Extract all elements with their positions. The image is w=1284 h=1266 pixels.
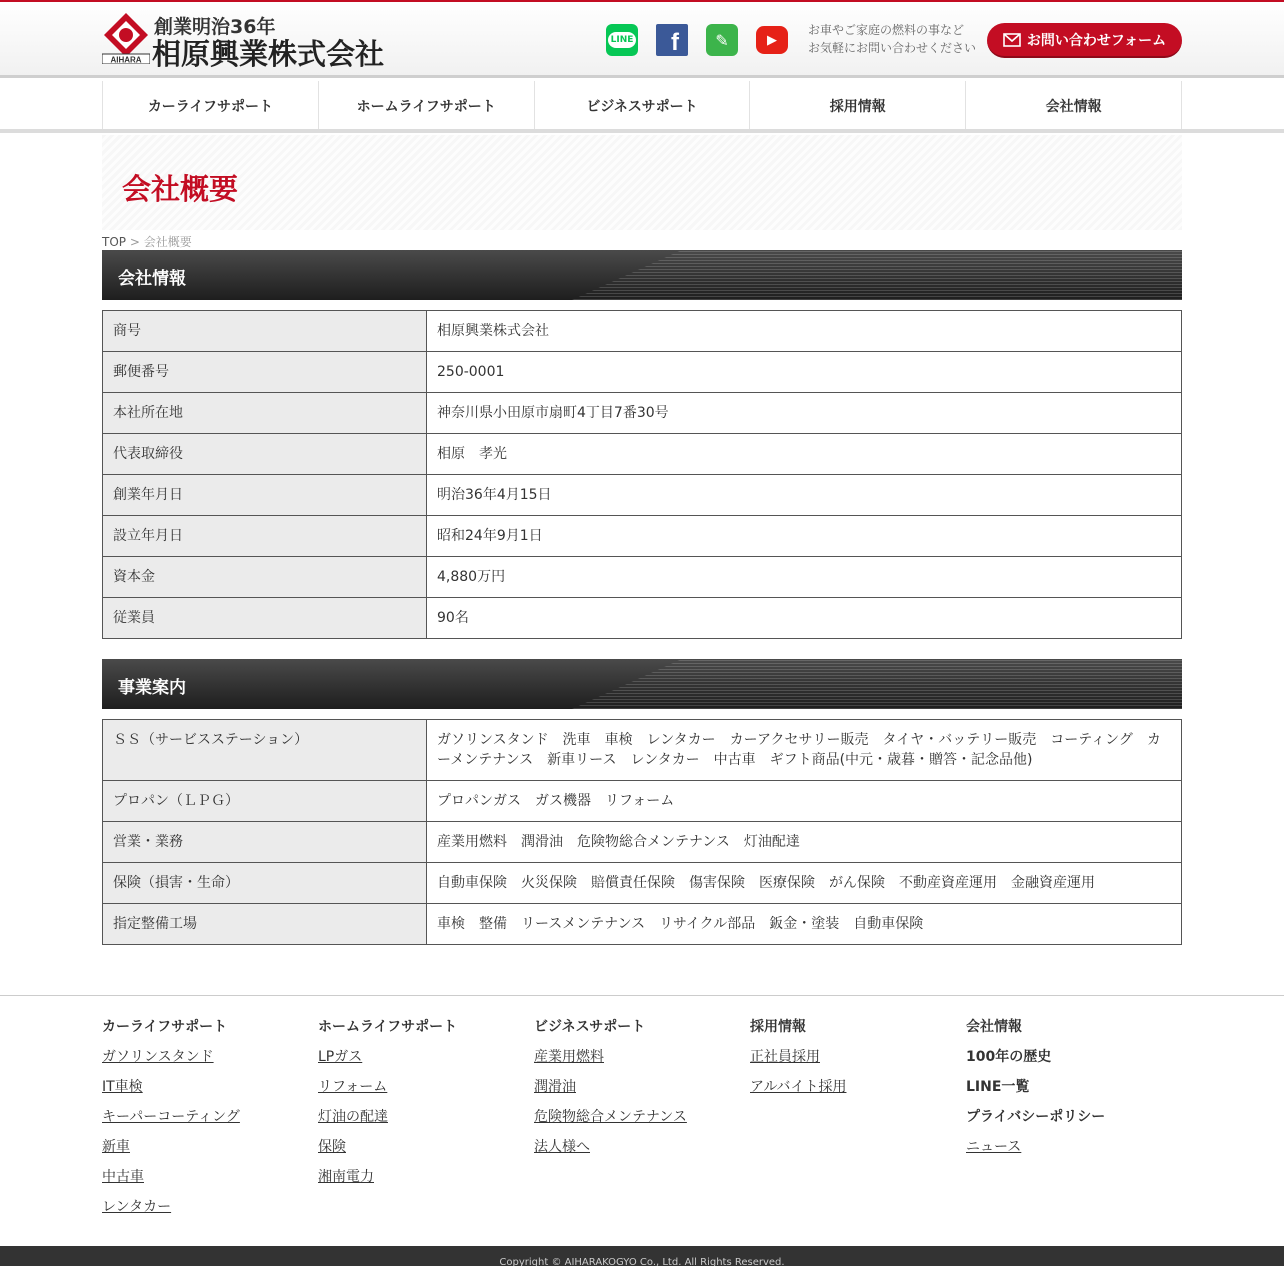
row-label: プロパン（ＬＰＧ） (103, 781, 427, 822)
footer-link-bold[interactable]: LINE一覧 (966, 1079, 1030, 1095)
nav-item-company[interactable]: 会社情報 (966, 81, 1182, 130)
footer-col-recruit (750, 1017, 966, 1107)
facebook-link[interactable] (656, 24, 688, 56)
facebook-icon: f (671, 29, 679, 56)
footer-link[interactable]: 危険物総合メンテナンス (534, 1109, 687, 1125)
row-value: 昭和24年9月1日 (427, 516, 1182, 557)
company-info-heading (102, 250, 1182, 300)
table-row (103, 352, 1182, 393)
footer-col-company (966, 1017, 1182, 1167)
row-value: 神奈川県小田原市扇町4丁目7番30号 (427, 393, 1182, 434)
row-label: 代表取締役 (103, 434, 427, 475)
footer-link[interactable]: IT車検 (102, 1079, 143, 1095)
heading-stripes (572, 250, 1182, 300)
row-value: 明治36年4月15日 (427, 475, 1182, 516)
footer-link[interactable]: ニュース (966, 1139, 1022, 1155)
footer-heading[interactable]: 会社情報 (966, 1019, 1022, 1035)
company-info-table (102, 310, 1182, 639)
footer-link[interactable]: 中古車 (102, 1169, 144, 1185)
page-title: 会社概要 (122, 172, 239, 206)
breadcrumb-current: 会社概要 (143, 235, 192, 249)
footer-link[interactable]: キーパーコーティング (102, 1109, 240, 1125)
site-logo[interactable] (102, 12, 412, 71)
footer-heading[interactable]: ビジネスサポート (534, 1019, 646, 1035)
row-value: プロパンガス ガス機器 リフォーム (427, 781, 1182, 822)
row-label: 保険（損害・生命） (103, 863, 427, 904)
footer-link[interactable]: 正社員採用 (750, 1049, 820, 1065)
footer-link[interactable]: 法人様へ (534, 1139, 590, 1155)
table-row (103, 516, 1182, 557)
table-row (103, 393, 1182, 434)
footer-link-bold[interactable]: 100年の歴史 (966, 1049, 1052, 1065)
table-row (103, 863, 1182, 904)
logo-mark-icon (102, 12, 150, 64)
breadcrumb-separator: > (126, 235, 144, 249)
row-label: 従業員 (103, 598, 427, 639)
footer-link[interactable]: 灯油の配達 (318, 1109, 388, 1125)
row-value: ガソリンスタンド 洗車 車検 レンタカー カーアクセサリー販売 タイヤ・バッテリー販売 コーティング カーメンテナンス 新車リース レンタカー 中古車 ギフト商品(中元・歳暮・贈答・記念品他) (427, 720, 1182, 781)
row-label: 指定整備工場 (103, 904, 427, 945)
chat-link[interactable] (706, 24, 738, 56)
company-info-heading-label: 会社情報 (118, 269, 186, 289)
logo-tagline: 創業明治36年 (154, 16, 276, 38)
footer-link[interactable]: アルバイト採用 (750, 1079, 847, 1095)
footer-col-home-life (318, 1017, 534, 1197)
footer-col-business (534, 1017, 750, 1167)
table-row (103, 557, 1182, 598)
table-row (103, 822, 1182, 863)
nav-item-business[interactable]: ビジネスサポート (535, 81, 751, 130)
global-nav (102, 81, 1182, 130)
copyright-text: Copyright © AIHARAKOGYO Co., Ltd. All Rights Reserved. (499, 1257, 785, 1266)
row-label: 資本金 (103, 557, 427, 598)
business-heading (102, 659, 1182, 709)
footer-link[interactable]: 湘南電力 (318, 1169, 374, 1185)
footer-link-bold[interactable]: プライバシーポリシー (966, 1109, 1106, 1125)
logo-company-name: 相原興業株式会社 (152, 37, 385, 71)
table-row (103, 434, 1182, 475)
chat-icon: ✎ (715, 30, 729, 50)
footer-link[interactable]: 産業用燃料 (534, 1049, 604, 1065)
copyright-bar (0, 1246, 1284, 1266)
table-row (103, 598, 1182, 639)
logo-mark-text: AIHARA (110, 55, 142, 64)
table-row (103, 781, 1182, 822)
row-label: 創業年月日 (103, 475, 427, 516)
footer-heading[interactable]: ホームライフサポート (318, 1019, 458, 1035)
footer-link[interactable]: 保険 (318, 1139, 346, 1155)
contact-note (808, 21, 980, 57)
row-value: 250-0001 (427, 352, 1182, 393)
business-heading-label: 事業案内 (118, 678, 186, 698)
row-value: 4,880万円 (427, 557, 1182, 598)
footer-link[interactable]: 新車 (102, 1139, 130, 1155)
row-value: 相原 孝光 (427, 434, 1182, 475)
footer-link[interactable]: 潤滑油 (534, 1079, 576, 1095)
footer-link[interactable]: ガソリンスタンド (102, 1049, 214, 1065)
row-label: 郵便番号 (103, 352, 427, 393)
footer-link[interactable]: LPガス (318, 1049, 363, 1065)
contact-note-line-2: お気軽にお問い合わせください (808, 41, 977, 55)
row-value: 車検 整備 リースメンテナンス リサイクル部品 鈑金・塗装 自動車保険 (427, 904, 1182, 945)
nav-item-home-life[interactable]: ホームライフサポート (319, 81, 535, 130)
footer-heading[interactable]: 採用情報 (750, 1019, 806, 1035)
row-label: 設立年月日 (103, 516, 427, 557)
contact-note-line-1: お車やご家庭の燃料の事など (808, 23, 965, 37)
line-icon: LINE (608, 32, 637, 48)
page-title-banner (102, 135, 1182, 230)
table-row (103, 311, 1182, 352)
heading-stripes (572, 659, 1182, 709)
table-row (103, 904, 1182, 945)
footer-link[interactable]: リフォーム (318, 1079, 388, 1095)
contact-form-label: お問い合わせフォーム (1026, 32, 1167, 49)
table-row (103, 475, 1182, 516)
line-link[interactable] (606, 24, 638, 56)
footer-link[interactable]: レンタカー (102, 1199, 172, 1215)
table-row (103, 720, 1182, 781)
site-header (0, 2, 1284, 78)
footer-divider (0, 995, 1284, 996)
row-value: 自動車保険 火災保険 賠償責任保険 傷害保険 医療保険 がん保険 不動産資産運用 金融資産運用 (427, 863, 1182, 904)
breadcrumb (102, 233, 192, 250)
youtube-icon: ▶ (767, 32, 777, 48)
nav-item-recruit[interactable]: 採用情報 (750, 81, 966, 130)
nav-divider (0, 129, 1284, 133)
breadcrumb-top-link[interactable]: TOP (102, 235, 127, 249)
row-label: 営業・業務 (103, 822, 427, 863)
row-label: 商号 (103, 311, 427, 352)
row-value: 90名 (427, 598, 1182, 639)
row-value: 産業用燃料 潤滑油 危険物総合メンテナンス 灯油配達 (427, 822, 1182, 863)
youtube-link[interactable] (756, 26, 788, 54)
mail-icon (1003, 33, 1021, 47)
nav-item-car-life[interactable]: カーライフサポート (103, 81, 319, 130)
row-label: 本社所在地 (103, 393, 427, 434)
contact-form-button[interactable] (987, 23, 1182, 58)
row-label: ＳＳ（サービスステーション） (103, 720, 427, 781)
footer-heading[interactable]: カーライフサポート (102, 1019, 228, 1035)
business-table (102, 719, 1182, 945)
footer-col-car-life (102, 1017, 318, 1227)
row-value: 相原興業株式会社 (427, 311, 1182, 352)
